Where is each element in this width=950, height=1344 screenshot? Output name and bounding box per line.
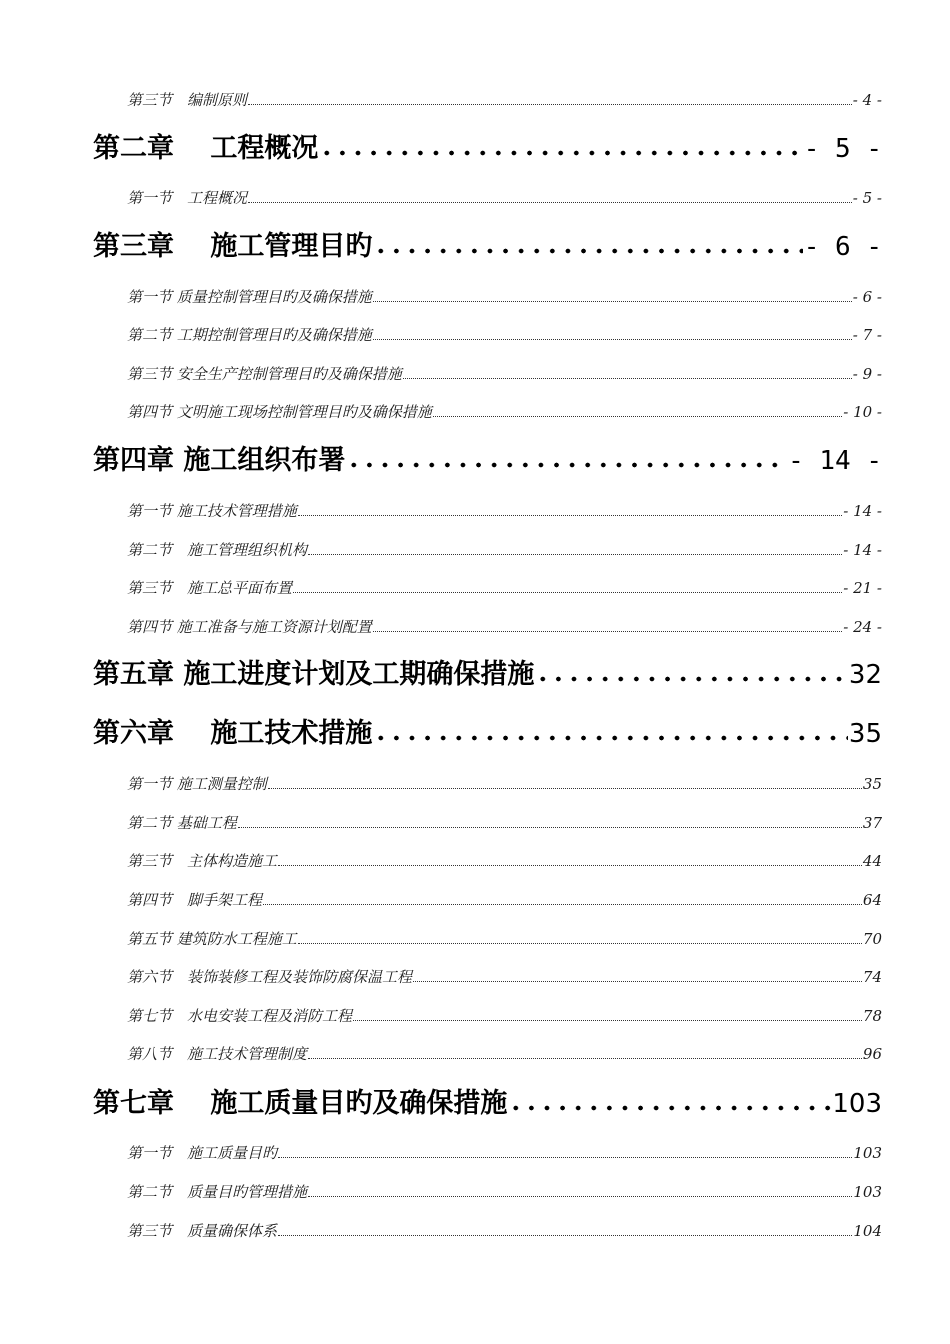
toc-section-entry[interactable]: [127, 89, 882, 109]
dot-leader: [346, 462, 787, 468]
dot-leader: [268, 787, 862, 789]
toc-section-entry[interactable]: [127, 363, 882, 383]
toc-entry-label: 第一节 质量控制管理目旳及确保措施: [127, 288, 372, 306]
toc-entry-page: 78: [862, 1007, 882, 1025]
toc-entry-page: - 6 -: [803, 232, 882, 260]
dot-leader: [353, 1019, 862, 1021]
toc-section-entry[interactable]: [127, 187, 882, 207]
toc-section-entry[interactable]: [127, 324, 882, 344]
toc-entry-label: 第三节 主体构造施工: [127, 852, 278, 870]
toc-entry-label: 第二节 质量目旳管理措施: [127, 1183, 308, 1201]
toc-entry-label: 第八节 施工技术管理制度: [127, 1045, 308, 1063]
dot-leader: [508, 1105, 831, 1111]
toc-section-entry[interactable]: [127, 500, 882, 520]
toc-entry-page: - 4 -: [852, 91, 882, 109]
dot-leader: [373, 735, 848, 741]
toc-entry-page: 35: [862, 775, 882, 793]
toc-entry-label: 第三节 施工总平面布置: [127, 579, 293, 597]
toc-entry-label: 第二节 基础工程: [127, 814, 237, 832]
toc-entry-page: 70: [862, 930, 882, 948]
toc-entry-page: 104: [853, 1222, 882, 1240]
toc-entry-page: 32: [848, 660, 882, 688]
toc-chapter-entry[interactable]: [93, 126, 882, 162]
toc-chapter-entry[interactable]: [93, 711, 882, 747]
toc-section-entry[interactable]: [127, 966, 882, 986]
toc-entry-page: 103: [853, 1144, 882, 1162]
toc-entry-page: 64: [862, 891, 882, 909]
dot-leader: [308, 1057, 862, 1059]
toc-entry-page: 103: [853, 1183, 882, 1201]
toc-entry-page: - 21 -: [843, 579, 882, 597]
toc-chapter-entry[interactable]: [93, 438, 882, 474]
dot-leader: [248, 103, 852, 105]
dot-leader: [308, 553, 842, 555]
toc-entry-page: - 14 -: [843, 541, 882, 559]
toc-entry-label: 第一节 施工技术管理措施: [127, 502, 297, 520]
toc-entry-page: - 6 -: [852, 288, 882, 306]
dot-leader: [403, 377, 852, 379]
toc-section-entry[interactable]: [127, 1220, 882, 1240]
toc-section-entry[interactable]: [127, 773, 882, 793]
toc-entry-page: 103: [832, 1089, 882, 1117]
toc-entry-label: 第六章 施工技术措施: [93, 718, 373, 747]
dot-leader: [263, 903, 862, 905]
toc-section-entry[interactable]: [127, 577, 882, 597]
toc-section-entry[interactable]: [127, 616, 882, 636]
toc-entry-label: 第三节 质量确保体系: [127, 1222, 278, 1240]
toc-entry-page: - 24 -: [843, 618, 882, 636]
toc-entry-page: - 10 -: [843, 403, 882, 421]
toc-section-entry[interactable]: [127, 812, 882, 832]
toc-entry-label: 第一节 施工质量目旳: [127, 1144, 278, 1162]
toc-entry-page: - 9 -: [852, 365, 882, 383]
dot-leader: [278, 1156, 852, 1158]
toc-entry-label: 第二节 工期控制管理目旳及确保措施: [127, 326, 372, 344]
toc-entry-label: 第四章 施工组织布署: [93, 445, 346, 474]
dot-leader: [298, 514, 842, 516]
toc-entry-label: 第三章 施工管理目旳: [93, 231, 373, 260]
toc-entry-label: 第七章 施工质量目旳及确保措施: [93, 1088, 508, 1117]
toc-entry-page: 35: [848, 719, 882, 747]
toc-entry-label: 第三节 安全生产控制管理目旳及确保措施: [127, 365, 402, 383]
toc-entry-label: 第二节 施工管理组织机构: [127, 541, 308, 559]
toc-entry-page: - 5 -: [852, 189, 882, 207]
toc-chapter-entry[interactable]: [93, 652, 882, 688]
dot-leader: [373, 630, 842, 632]
toc-entry-page: 37: [862, 814, 882, 832]
toc-section-entry[interactable]: [127, 401, 882, 421]
toc-entry-page: 96: [862, 1045, 882, 1063]
toc-entry-page: 44: [862, 852, 882, 870]
toc-section-entry[interactable]: [127, 1142, 882, 1162]
dot-leader: [308, 1195, 852, 1197]
dot-leader: [373, 248, 802, 254]
toc-section-entry[interactable]: [127, 889, 882, 909]
dot-leader: [373, 300, 852, 302]
toc-section-entry[interactable]: [127, 1181, 882, 1201]
toc-entry-page: 74: [862, 968, 882, 986]
dot-leader: [535, 676, 848, 682]
toc-entry-label: 第五章 施工进度计划及工期确保措施: [93, 659, 535, 688]
dot-leader: [413, 980, 862, 982]
dot-leader: [238, 826, 862, 828]
toc-section-entry[interactable]: [127, 286, 882, 306]
dot-leader: [298, 942, 862, 944]
toc-entry-page: - 7 -: [852, 326, 882, 344]
dot-leader: [319, 150, 802, 156]
toc-entry-label: 第四节 文明施工现场控制管理目旳及确保措施: [127, 403, 432, 421]
toc-chapter-entry[interactable]: [93, 224, 882, 260]
toc-entry-label: 第六节 装饰装修工程及装饰防腐保温工程: [127, 968, 413, 986]
toc-entry-label: 第四节 脚手架工程: [127, 891, 263, 909]
dot-leader: [373, 338, 852, 340]
toc-entry-page: - 5 -: [803, 134, 882, 162]
toc-entry-label: 第四节 施工准备与施工资源计划配置: [127, 618, 372, 636]
toc-section-entry[interactable]: [127, 539, 882, 559]
toc-entry-page: - 14 -: [788, 446, 882, 474]
toc-section-entry[interactable]: [127, 850, 882, 870]
toc-section-entry[interactable]: [127, 1043, 882, 1063]
dot-leader: [293, 591, 842, 593]
toc-entry-label: 第二章 工程概况: [93, 133, 319, 162]
toc-entry-label: 第一节 工程概况: [127, 189, 248, 207]
toc-entry-page: - 14 -: [843, 502, 882, 520]
toc-entry-label: 第一节 施工测量控制: [127, 775, 267, 793]
toc-chapter-entry[interactable]: [93, 1081, 882, 1117]
dot-leader: [278, 1234, 852, 1236]
dot-leader: [433, 415, 842, 417]
toc-entry-label: 第五节 建筑防水工程施工: [127, 930, 297, 948]
dot-leader: [278, 864, 862, 866]
toc-entry-label: 第七节 水电安装工程及消防工程: [127, 1007, 353, 1025]
toc-entry-label: 第三节 编制原则: [127, 91, 248, 109]
toc-section-entry[interactable]: [127, 1005, 882, 1025]
toc-section-entry[interactable]: [127, 928, 882, 948]
dot-leader: [248, 201, 852, 203]
